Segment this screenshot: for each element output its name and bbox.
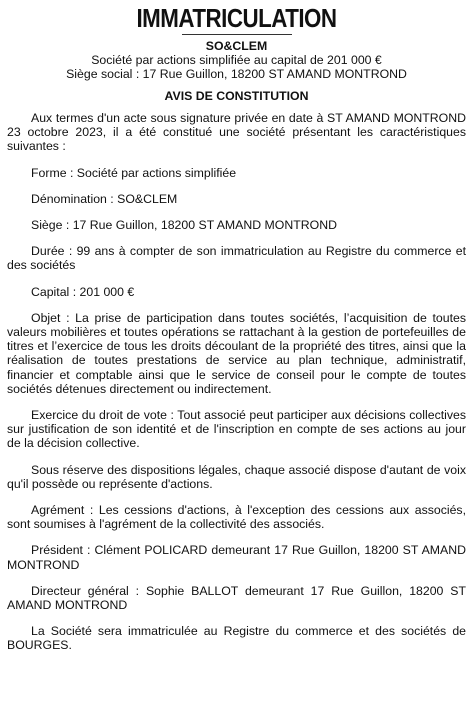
notice-title: AVIS DE CONSTITUTION — [164, 89, 309, 103]
paragraph-immatriculation: La Société sera immatriculée au Registre du commerce et des sociétés de BOURGES. — [7, 624, 466, 653]
paragraph-voix: Sous réserve des dispositions légales, chaque associé dispose d'autant de voix qu'il possède ou représente d'actions. — [7, 462, 466, 491]
company-form-line: Société par actions simplifiée au capital de 201 000 € — [91, 53, 382, 67]
paragraph-capital: Capital : 201 000 € — [31, 284, 135, 299]
paragraph-duree: Durée : 99 ans à compter de son immatriculation au Registre du commerce et des sociétés — [7, 244, 466, 273]
headline: IMMATRICULATION — [136, 3, 337, 33]
company-name: SO&CLEM — [205, 39, 268, 53]
headline-rule — [182, 34, 292, 35]
paragraph-agrement: Agrément : Les cessions d'actions, à l'exception des cessions aux associés, sont soumises à l'agrément de la collectivité des associés. — [7, 503, 466, 532]
paragraph-denomination: Dénomination : SO&CLEM — [31, 191, 178, 206]
paragraph-president: Président : Clément POLICARD demeurant 17 Rue Guillon, 18200 ST AMAND MONTROND — [7, 543, 466, 572]
paragraph-form: Forme : Société par actions simplifiée — [31, 165, 237, 180]
paragraph-directeur-general: Directeur général : Sophie BALLOT demeurant 17 Rue Guillon, 18200 ST AMAND MONTROND — [7, 583, 466, 613]
company-address-line: Siège social : 17 Rue Guillon, 18200 ST AMAND MONTROND — [66, 67, 407, 81]
paragraph-intro: Aux termes d'un acte sous signature privée en date à ST AMAND MONTROND 23 octobre 2023, il a été constitué une société présentant les caractéristiques suivantes : — [7, 111, 466, 154]
legal-notice — [0, 4, 473, 707]
paragraph-siege: Siège : 17 Rue Guillon, 18200 ST AMAND MONTROND — [31, 218, 337, 233]
paragraph-droit-de-vote: Exercice du droit de vote : Tout associé peut participer aux décisions collectives sur justification de son identité et de l'inscription en compte de ses actions au jour de la décision collective. — [7, 408, 466, 451]
paragraph-objet: Objet : La prise de participation dans toutes sociétés, l’acquisition de toutes valeurs mobilières et toutes opérations se rattachant à la gestion de portefeuilles de titres et l’exercice de tous les droits découlant de la propriété des titres, ainsi que la réalisation de toutes prestations de service au plan technique, administratif, financier et comptable ainsi que le service de conseil pour le compte de toutes sociétés détenues directement ou indirectement. — [7, 310, 466, 396]
